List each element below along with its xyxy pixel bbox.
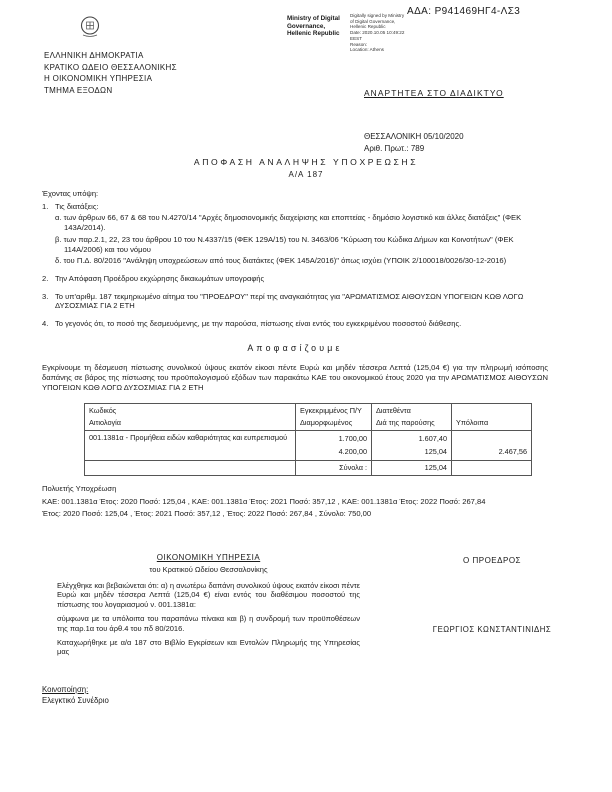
signature-line: of Digital Governance, bbox=[350, 18, 396, 24]
issuer-line-republic: ΕΛΛΗΝΙΚΗ ΔΗΜΟΚΡΑΤΙΑ bbox=[44, 51, 144, 60]
header-spacer bbox=[456, 405, 527, 417]
finance-unit-heading: ΟΙΚΟΝΟΜΙΚΗ ΥΠΗΡΕΣΙΑ bbox=[156, 553, 261, 562]
ada-number: ΑΔΑ: Ρ941469ΗΓ4-ΛΣ3 bbox=[407, 6, 521, 17]
header-remainder: Υπόλοιπα bbox=[456, 418, 489, 428]
anartitea-label: ΑΝΑΡΤΗΤΕΑ ΣΤΟ ΔΙΑΔΙΚΤΥΟ bbox=[364, 88, 504, 98]
value-remainder: 2.467,56 bbox=[498, 447, 527, 457]
digital-signature-stamp bbox=[350, 13, 445, 53]
issuer-line-department: ΤΜΗΜΑ ΕΞΟΔΩΝ bbox=[44, 85, 113, 95]
item-number: 3. bbox=[42, 291, 49, 301]
signature-line: Digitally signed by Ministry bbox=[350, 13, 405, 18]
credits-table bbox=[84, 403, 532, 476]
signatory-name: ΓΕΩΡΓΙΟΣ ΚΩΝΣΤΑΝΤΙΝΙΔΗΣ bbox=[432, 625, 552, 634]
header-code-reason bbox=[85, 404, 296, 431]
header-allocated: Διατεθέντα bbox=[376, 406, 411, 416]
ministry-name-line: Governance, bbox=[287, 22, 326, 30]
header-reason: Αιτιολογία bbox=[89, 418, 121, 428]
notification-recipient: Ελεγκτικό Συνέδριο bbox=[42, 696, 109, 705]
value-allocated: 1.607,40 bbox=[418, 434, 447, 444]
document-title: ΑΠΟΦΑΣΗ ΑΝΑΛΗΨΗΣ ΥΠΟΧΡΕΩΣΗΣ bbox=[193, 157, 419, 167]
finance-check-text: Ελέγχθηκε και βεβαιώνεται ότι: α) η ανωτέρω δαπάνη συνολικού ύψους εκατόν είκοσι πέντε Ευρώ και μηδέν τέσσερα Λεπτά (125,04 €) είναι εντός του διαθέσιμου ποσοστού της πίστωσης του λογαριασμού ν. 001.1381α: bbox=[57, 580, 360, 610]
notification-block bbox=[42, 684, 109, 706]
empty-cell bbox=[452, 461, 532, 476]
header-approved-formed bbox=[296, 404, 372, 431]
cell-approved-formed bbox=[296, 431, 372, 461]
multi-year-line-2: Έτος: 2020 Ποσό: 125,04 , Έτος: 2021 Ποσό: 357,12 , Έτος: 2022 Ποσό: 267,84 , Σύνολο: 750,00 bbox=[42, 508, 372, 518]
issuer-block bbox=[44, 50, 177, 96]
value-formed: 4.200,00 bbox=[338, 447, 367, 457]
multi-year-line-1: ΚΑΕ: 001.1381α Έτος: 2020 Ποσό: 125,04 , ΚΑΕ: 001.1381α Έτος: 2021 Ποσό: 357,12 , ΚΑΕ: 001.1381α Έτος: 2022 Ποσό: 267,84 bbox=[42, 497, 486, 507]
totals-label: Σύνολα : bbox=[296, 461, 372, 476]
decision-paragraph: Εγκρίνουμε τη δέσμευση πίστωσης συνολικού ύψους εκατόν είκοσι πέντε Ευρώ και μηδέν τέσσερα Λεπτά (125,04 €) για την πληρωμή ισόποσης δαπάνης σε βάρος της πίστωσης του προϋπολογισμού εξόδων των παρακάτω ΚΑΕ του οικονομικού έτους 2020 για την ΑΡΩΜΑΤΙΣΜΟΣ ΑΙΘΟΥΣΩΝ ΥΠΟΓΕΙΩΝ ΚΩΘ ΛΟΓΩ ΔΥΣΟΣΜΙΑΣ ΓΙΑ 2 ΕΤΗ bbox=[42, 363, 548, 393]
ministry-name-line: Ministry of Digital bbox=[287, 15, 340, 22]
signature-line: Date: 2020.10.05 10:49:22 bbox=[350, 30, 405, 36]
table-row bbox=[85, 431, 532, 461]
item-text: Το υπ'αριθμ. 187 τεκμηριωμένο αίτημα του "ΠΡΟΕΔΡΟΥ" περί της αναγκαιότητας για "ΑΡΩΜΑΤΙΣΜΟΣ ΑΙΘΟΥΣΩΝ ΥΠΟΓΕΙΩΝ ΚΩΘ ΛΟΓΩ ΔΥΣΟΣΜΙΑΣ ΓΙΑ 2 ΕΤΗ bbox=[55, 291, 524, 311]
ministry-name-line: Hellenic Republic bbox=[287, 30, 340, 38]
consideration-item-1 bbox=[42, 202, 548, 212]
item-number: 4. bbox=[42, 319, 49, 329]
finance-unit-subheading: του Κρατικού Ωδείου Θεσσαλονίκης bbox=[149, 564, 268, 574]
table-totals-row bbox=[85, 461, 532, 476]
notification-heading: Κοινοποίηση: bbox=[42, 685, 89, 694]
signatory-title: Ο ΠΡΟΕΔΡΟΣ bbox=[463, 556, 521, 565]
signature-line: Hellenic Republic bbox=[350, 24, 386, 30]
item-text: Τις διατάξεις: bbox=[55, 201, 99, 211]
value-approved: 1.700,00 bbox=[338, 434, 367, 444]
issuer-line-service: Η ΟΙΚΟΝΟΜΙΚΗ ΥΠΗΡΕΣΙΑ bbox=[44, 74, 153, 83]
cell-allocated-present bbox=[372, 431, 452, 461]
consideration-subitem-a: α. των άρθρων 66, 67 & 68 του Ν.4270/14 "Αρχές δημοσιονομικής διαχείρισης και εποπτείας - δημόσιο λογιστικό και άλλες διατάξεις" (ΦΕΚ 143Α/2014). bbox=[55, 213, 522, 233]
header-allocated-present bbox=[372, 404, 452, 431]
considerations-preamble: Έχοντας υπόψη: bbox=[42, 189, 99, 198]
spacer bbox=[456, 432, 527, 445]
hellenic-republic-emblem-icon bbox=[79, 15, 101, 44]
multi-year-title: Πολυετής Υποχρέωση bbox=[42, 484, 117, 494]
ministry-stamp-name bbox=[287, 15, 347, 38]
decision-heading: Αποφασίζουμε bbox=[247, 342, 343, 353]
consideration-subitem-b: β. των παρ.2.1, 22, 23 του άρθρου 10 του Ν.4337/15 (ΦΕΚ 129Α/15) του Ν. 3463/06 "Κύρωση του Κώδικα Δήμων και Κοινοτήτων" (ΦΕΚ 114Α/2006) και του νόμου bbox=[55, 234, 514, 254]
signature-line: Location: Athens bbox=[350, 47, 384, 53]
value-via-present: 125,04 bbox=[424, 447, 447, 457]
place-date: ΘΕΣΣΑΛΟΝΙΚΗ 05/10/2020 bbox=[364, 132, 464, 141]
header-remainder-cell bbox=[452, 404, 532, 431]
header-approved-budget: Εγκεκριμμένος Π/Υ bbox=[300, 406, 362, 416]
protocol-number: Αριθ. Πρωτ.: 789 bbox=[364, 144, 425, 153]
consideration-item-3 bbox=[42, 292, 548, 311]
finance-unit-block bbox=[57, 553, 360, 661]
finance-check-text-2: σύμφωνα με τα υπόλοιπα του παραπάνω πίνακα και β) η συνδρομή των προϋποθέσεων της παρ.1α του άρθ.4 του πδ 80/2016. bbox=[57, 613, 360, 633]
signature-line: EEST bbox=[350, 35, 362, 41]
issuer-line-organization: ΚΡΑΤΙΚΟ ΩΔΕΙΟ ΘΕΣΣΑΛΟΝΙΚΗΣ bbox=[44, 62, 177, 72]
header-via-present: Διά της παρούσης bbox=[376, 418, 435, 428]
item-number: 2. bbox=[42, 273, 49, 283]
totals-value: 125,04 bbox=[372, 461, 452, 476]
header-code: Κωδικός bbox=[89, 406, 117, 416]
consideration-item-2 bbox=[42, 274, 548, 284]
table-header-row bbox=[85, 404, 532, 431]
header-formed: Διαμορφωμένος bbox=[300, 418, 353, 428]
item-number: 1. bbox=[42, 201, 49, 211]
consideration-subitem-d: δ. του Π.Δ. 80/2016 "Ανάληψη υποχρεώσεων από τους διατάκτες (ΦΕΚ 145Α/2016)" όπως ισχύει (ΥΠΟΙΚ 2/100018/0026/30-12-2016) bbox=[55, 256, 507, 266]
cell-code-reason: 001.1381α - Προμήθεια ειδών καθαριότητας και ευπρεπισμού bbox=[85, 431, 296, 461]
item-text: Το γεγονός ότι, το ποσό της δεσμευόμενης, με την παρούσα, πίστωσης είναι εντός του εγκεκριμένου ποσοστού διάθεσης. bbox=[55, 319, 462, 329]
item-text: Την Απόφαση Προέδρου εκχώρησης δικαιωμάτων υπογραφής bbox=[55, 273, 265, 283]
signature-line: Reason: bbox=[350, 41, 368, 47]
document-body bbox=[42, 189, 548, 521]
empty-cell bbox=[85, 461, 296, 476]
signatory-block bbox=[402, 556, 582, 634]
consideration-item-4 bbox=[42, 319, 548, 329]
finance-register-text: Καταχωρήθηκε με α/α 187 στο Βιβλίο Εγκρίσεων και Εντολών Πληρωμής της Υπηρεσίας μας bbox=[57, 637, 360, 657]
cell-remainder bbox=[452, 431, 532, 461]
document-serial-number: Α/Α 187 bbox=[288, 170, 324, 179]
